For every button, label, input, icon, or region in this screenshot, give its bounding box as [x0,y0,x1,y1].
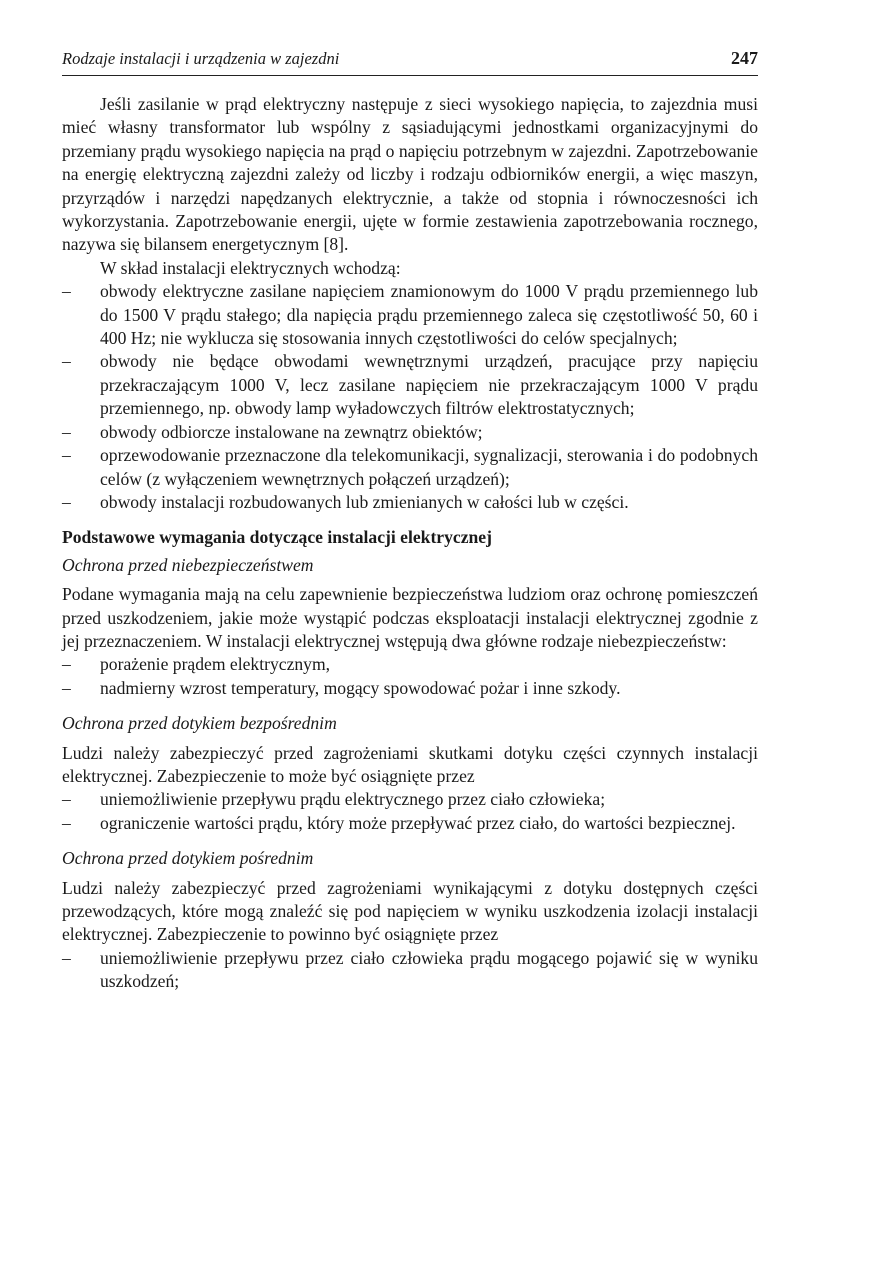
subsection-heading: Ochrona przed dotykiem bezpośrednim [62,713,337,734]
installation-list [62,280,758,514]
list-item: – porażenie prądem elektrycznym, [62,653,758,676]
list-item: – obwody instalacji rozbudowanych lub zmienianych w całości lub w części. [62,491,758,514]
indirect-contact-list [62,947,758,994]
list-item: – uniemożliwienie przepływu prądu elektrycznego przez ciało człowieka; [62,788,758,811]
running-title: Rodzaje instalacji i urządzenia w zajezdni [62,49,340,68]
subsection-heading: Ochrona przed niebezpieczeństwem [62,554,314,575]
list-item: – uniemożliwienie przepływu przez ciało człowieka prądu mogącego pojawić się w wyniku uszkodzeń; [62,947,758,994]
list-item: – obwody nie będące obwodami wewnętrznymi urządzeń, pracujące przy napięciu przekraczającym 1000 V, lecz zasilane napięciem nie przekraczającym 1000 V prądu przemiennego, np. obwody lamp wyładowczych filtrów elektrostatycznych; [62,350,758,420]
subsection-paragraph: Podane wymagania mają na celu zapewnienie bezpieczeństwa ludziom oraz ochronę pomieszczeń przed uszkodzeniem, jakie może wystąpić podczas eksploatacji instalacji elektrycznej zgodnie z jej przeznaczeniem. W instalacji elektrycznej wstępują dwa główne rodzaje niebezpieczeństw: [62,584,758,651]
section-heading: Podstawowe wymagania dotyczące instalacji elektrycznej [62,527,492,548]
subsection-paragraph: Ludzi należy zabezpieczyć przed zagrożeniami wynikającymi z dotyku dostępnych części przewodzących, które mogą znaleźć się pod napięciem w wyniku uszkodzenia izolacji instalacji elektrycznej. Zabezpieczenie to powinno być osiągnięte przez [62,877,758,945]
page-body [62,93,758,994]
intro-paragraph: Jeśli zasilanie w prąd elektryczny następuje z sieci wysokiego napięcia, to zajezdnia musi mieć własny transformator lub wspólny z sąsiadującymi jednostkami organizacyjnymi do przemiany prądu wysokiego napięcia na prąd o napięciu potrzebnym w zajezdni. Zapotrzebowanie na energię elektryczną zajezdni zależy od liczby i rodzaju odbiorników energii, a więc maszyn, przyrządów i narzędzi napędzanych elektrycznie, a także od stopnia i równoczesności ich wykorzystania. Zapotrzebowanie energii, ujęte w formie zestawienia zapotrzebowania rocznego, nazywa się bilansem energetycznym [8]. [62,94,758,255]
subsection-paragraph: Ludzi należy zabezpieczyć przed zagrożeniami skutkami dotyku części czynnych instalacji elektrycznej. Zabezpieczenie to może być osiągnięte przez [62,742,758,786]
list-item: – oprzewodowanie przeznaczone dla telekomunikacji, sygnalizacji, sterowania i do podobnych celów (z wyłączeniem wewnętrznych połączeń urządzeń); [62,444,758,491]
subsection-heading: Ochrona przed dotykiem pośrednim [62,848,314,869]
direct-contact-list [62,788,758,835]
book-page [62,48,758,994]
list-item: – obwody elektryczne zasilane napięciem znamionowym do 1000 V prądu przemiennego lub do 1500 V prądu stałego; dla napięcia prądu przemiennego zaleca się częstotliwość 50, 60 i 400 Hz; nie wyklucza się stosowania innych częstotliwości do celów specjalnych; [62,280,758,350]
list-intro-paragraph: W skład instalacji elektrycznych wchodzą: [100,257,401,278]
page-header [62,48,758,76]
list-item: – nadmierny wzrost temperatury, mogący spowodować pożar i inne szkody. [62,677,758,700]
list-item: – obwody odbiorcze instalowane na zewnątrz obiektów; [62,421,758,444]
page-number: 247 [731,48,758,68]
danger-list [62,653,758,700]
list-item: – ograniczenie wartości prądu, który może przepływać przez ciało, do wartości bezpiecznej. [62,812,758,835]
